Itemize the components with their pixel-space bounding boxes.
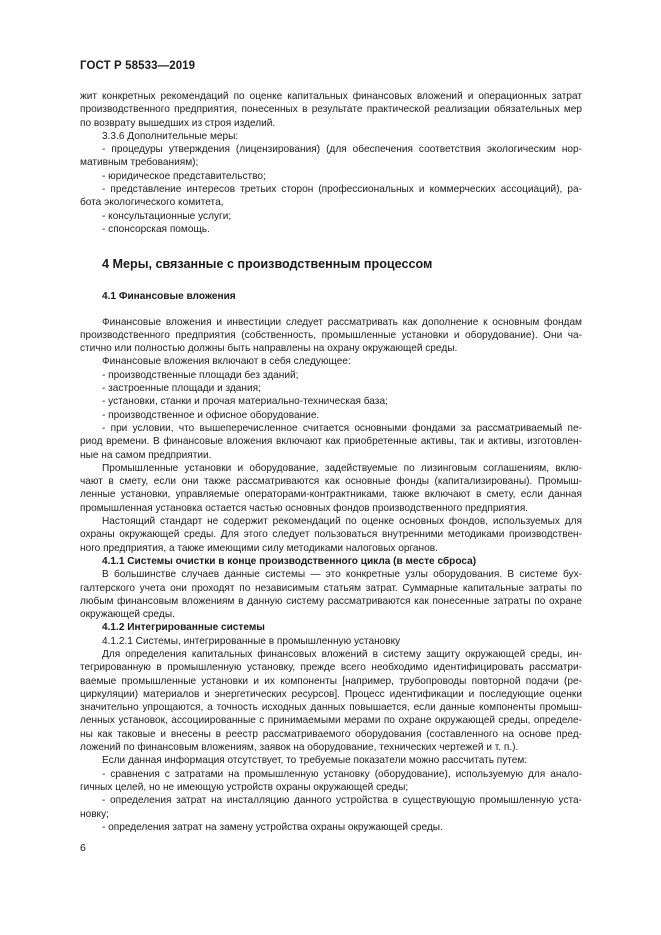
- paragraph-line: галтерского учета они проходят по независимым статьям затрат. Суммарные капитальные затраты по: [80, 582, 582, 594]
- paragraph-line: Финансовые вложения включают в себя следующее:: [102, 356, 351, 368]
- paragraph-line: промышленная установка остается частью основных фондов производственного предприятия.: [80, 502, 529, 514]
- paragraph-line: ленные установки, управляемые операторами-контрактниками, также включают в смету, если данная: [80, 489, 582, 501]
- paragraph-line: окружающей среды.: [80, 609, 175, 621]
- list-item: - определения затрат на замену устройства охраны окружающей среды.: [102, 821, 443, 833]
- paragraph-line: ложений по финансовым вложениям, заявок на оборудование, технических чертежей и т. п.).: [80, 742, 519, 754]
- list-item-continuation: новку;: [80, 808, 109, 820]
- list-item: - установки, станки и прочая материально-техническая база;: [102, 396, 388, 408]
- section-3-3-6-title: 3.3.6 Дополнительные меры:: [102, 130, 239, 142]
- list-item: - процедуры утверждения (лицензирования) (для обеспечения соответствия экологическим нор-: [102, 144, 582, 156]
- paragraph-line: значительно упрощаются, а точность исходных данных повышается, если данные компоненты промыш-: [80, 702, 582, 714]
- paragraph-line: любым финансовым вложениям в данную систему рассматриваются как понесенные затраты по охране: [80, 595, 582, 607]
- paragraph-line: производственного предприятия (собственность, промышленные установки и оборудование). Они ча-: [80, 329, 582, 341]
- paragraph-line: Если данная информация отсутствует, то требуемые показатели можно рассчитать путем:: [102, 755, 528, 767]
- section-4-1-1-heading: 4.1.1 Системы очистки в конце производственного цикла (в месте сброса): [102, 555, 477, 567]
- list-item: - спонсорская помощь.: [102, 223, 210, 235]
- list-item-continuation: гичных целей, но не имеющую устройств охраны окружающей среды;: [80, 781, 409, 793]
- list-item: - производственные площади без зданий;: [102, 369, 299, 381]
- list-item: - застроенные площади и здания;: [102, 383, 261, 395]
- paragraph-line: риод времени. В финансовые вложения включают как приобретенные активы, так и активы, изготовлен-: [80, 436, 582, 448]
- paragraph-line: стично или полностью должны быть направлены на охрану окружающей среды.: [80, 343, 458, 355]
- paragraph-line: ленных установок, ассоциированные с принимаемыми мерами по охране окружающей среды, определе-: [80, 715, 582, 727]
- section-4-1-2-heading: 4.1.2 Интегрированные системы: [102, 622, 265, 634]
- page-number: 6: [80, 842, 86, 854]
- paragraph-line: циркуляции) материалов и энергетических ресурсов]. Процесс идентификации и последующие оценки: [80, 688, 582, 700]
- list-item: - юридическое представительство;: [102, 170, 266, 182]
- paragraph-line: - при условии, что вышеперечисленное считается основными фондами за рассматриваемый пе-: [102, 422, 582, 434]
- list-item: - представление интересов третьих сторон (профессиональных и коммерческих ассоциаций), ра-: [102, 184, 582, 196]
- paragraph-line: Финансовые вложения и инвестиции следует рассматривать как дополнение к основным фондам: [102, 316, 582, 328]
- paragraph-line: Для определения капитальных финансовых вложений в систему защиту окружающей среды, ин-: [102, 648, 582, 660]
- paragraph-line: Промышленные установки и оборудование, задействуемые по лизинговым соглашениям, вклю-: [102, 462, 582, 474]
- paragraph-line: чают в смету, если они также рассматриваются как основные фонды (капитализированы). Промыш-: [80, 476, 582, 488]
- paragraph-line: охраны окружающей среды. Для этого следует пользоваться внутренними методиками производствен-: [80, 529, 582, 541]
- paragraph-line: ные на самом предприятии.: [80, 449, 212, 461]
- list-item: - определения затрат на инсталляцию данного устройства в существующую промышленную уста-: [102, 795, 582, 807]
- paragraph-line: ваемые промышленные установки и их компоненты [например, трубопроводы повторной подачи (ре-: [80, 675, 582, 687]
- intro-line: производственного предприятия, понесенных в результате практической реализации обязательных мер: [80, 104, 582, 116]
- intro-line: по возврату вышедших из строя изделий.: [80, 117, 276, 129]
- paragraph-line: ного предприятия, а также имеющими силу методиками налоговых органов.: [80, 542, 438, 554]
- section-4-heading: 4 Меры, связанные с производственным процессом: [102, 257, 433, 272]
- paragraph-line: ны как таковые и внесены в реестр рассматриваемого оборудования (составленного на основе пред-: [80, 728, 582, 740]
- section-4-1-heading: 4.1 Финансовые вложения: [102, 291, 236, 303]
- paragraph-line: В большинстве случаев данные системы — это конкретные узлы оборудования. В системе бух-: [102, 569, 582, 581]
- intro-line: жит конкретных рекомендаций по оценке капитальных финансовых вложений и операционных затрат: [80, 91, 582, 102]
- document-header: ГОСТ Р 58533—2019: [80, 60, 196, 72]
- list-item-continuation: бота экологического комитета,: [80, 197, 224, 209]
- list-item: - производственное и офисное оборудование.: [102, 409, 320, 421]
- section-4-1-2-1-title: 4.1.2.1 Системы, интегрированные в промышленную установку: [102, 635, 401, 647]
- document-body: [80, 90, 582, 834]
- list-item: - сравнения с затратами на промышленную установку (оборудование), используемую для анало-: [102, 768, 582, 780]
- paragraph-line: тегрированную в промышленную установку, прежде всего необходимо идентифицировать рассматри-: [80, 662, 582, 674]
- paragraph-line: Настоящий стандарт не содержит рекомендаций по оценке основных фондов, используемых для: [102, 516, 582, 528]
- list-item: - консультационные услуги;: [102, 210, 232, 222]
- list-item-continuation: мативным требованиям);: [80, 157, 199, 169]
